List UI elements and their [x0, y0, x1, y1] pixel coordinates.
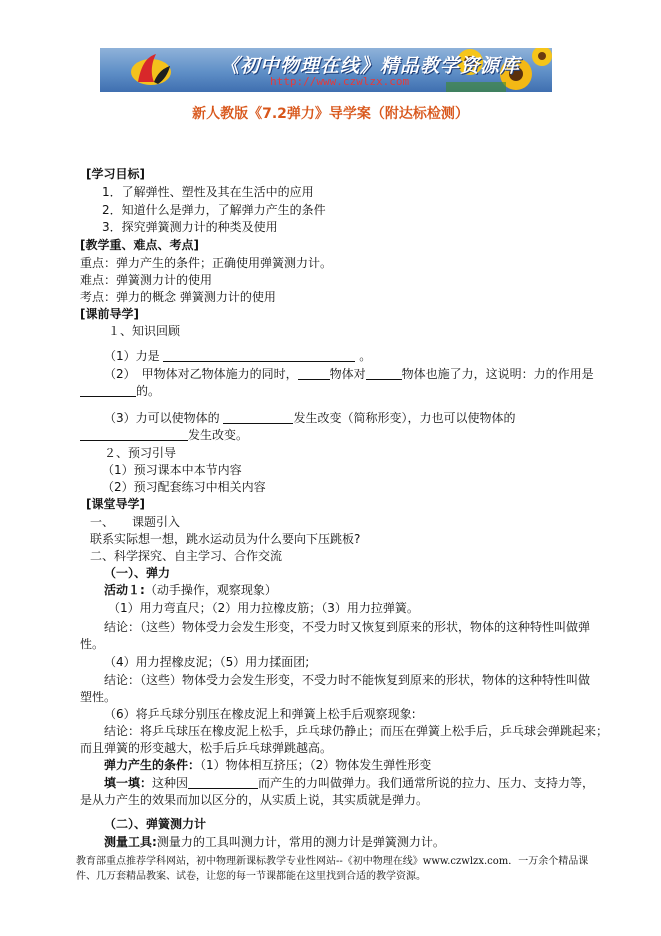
pre-class-heading: [课前导学] — [80, 307, 139, 321]
banner-url[interactable]: http://www.czwlzx.com — [270, 75, 410, 88]
blank[interactable] — [223, 411, 293, 424]
page-title: 新人教版《7.2弹力》导学案（附达标检测） — [192, 106, 469, 122]
intro-question: 联系实际想一想，跳水运动员为什么要向下压跳板? — [90, 532, 361, 546]
blank[interactable] — [298, 367, 330, 380]
part-2-heading: （二）、弹簧测力计 — [104, 817, 207, 831]
question-2-cont: 的。 — [80, 383, 160, 399]
goals-heading: [学习目标] — [86, 167, 145, 181]
goal-1: 1．了解弹性、塑性及其在生活中的应用 — [102, 185, 314, 199]
question-3: （3）力可以使物体的 发生改变（简称形变），力也可以使物体的 — [104, 411, 516, 425]
key-point: 重点：弹力产生的条件；正确使用弹簧测力计。 — [80, 256, 333, 270]
conclusion-1: 结论：（这些）物体受力会发生形变，不受力时又恢复到原来的形状，物体的这种特性叫做弹 — [104, 620, 591, 634]
activity-3: （6）将乒乓球分别压在橡皮泥上和弹簧上松手后观察现象: — [104, 707, 416, 721]
conclusion-2: 结论：（这些）物体受力会发生形变，不受力时不能恢复到原来的形状，物体的这种特性叫做 — [104, 673, 591, 687]
difficult-point: 难点：弹簧测力计的使用 — [80, 273, 213, 287]
activity-1: 活动１:（动手操作，观察现象） — [104, 583, 277, 597]
footer-line-1: 教育部重点推荐学科网站，初中物理新课标教学专业性网站--《初中物理在线》www.czwlzx.com．一万余个精品课 — [76, 856, 589, 867]
conclusion-3-cont: 而且弹簧的形变越大，松手后乒乓球弹跳越高。 — [80, 741, 333, 755]
question-3-cont: 发生改变。 — [80, 427, 248, 443]
goal-2: 2．知道什么是弹力，了解弹力产生的条件 — [102, 203, 326, 217]
banner-title: 《初中物理在线》精品教学资源库 — [220, 55, 521, 77]
fill-in-cont: 是从力产生的效果而加以区分的，从实质上说，其实质就是弹力。 — [80, 793, 429, 807]
conclusion-3: 结论：将乒乓球压在橡皮泥上松手，乒乓球仍静止；而压在弹簧上松手后，乒乓球会弹跳起来； — [104, 724, 609, 738]
conclusion-2-cont: 塑性。 — [80, 690, 117, 704]
preview-2: （2）预习配套练习中相关内容 — [102, 480, 266, 494]
goal-3: 3．探究弹簧测力计的种类及使用 — [102, 220, 278, 234]
header-banner — [100, 48, 552, 92]
in-class-heading: [课堂导学] — [86, 497, 145, 511]
part-1-heading: （一）、弹力 — [104, 566, 171, 580]
activity-1-items: （1）用力弯直尺；（2）用力拉橡皮筋；（3）用力拉弹簧。 — [108, 601, 419, 615]
question-1: （1）力是 。 — [104, 349, 372, 363]
blank[interactable] — [163, 349, 355, 362]
explore-heading: 二、科学探究、自主学习、合作交流 — [90, 549, 283, 563]
preview-1: （1）预习课本中本节内容 — [102, 463, 242, 477]
footer-line-2: 件、几万套精品教案、试卷，让您的每一节课都能在这里找到合适的教学资源。 — [76, 871, 426, 882]
activity-2-items: （4）用力捏橡皮泥；（5）用力揉面团; — [104, 655, 310, 669]
conclusion-1-cont: 性。 — [80, 637, 105, 651]
key-points-heading: [教学重、难点、考点] — [80, 238, 199, 252]
blank[interactable] — [188, 776, 258, 789]
fill-in: 填一填：这种因 而产生的力叫做弹力。我们通常所说的拉力、压力、支持力等， — [104, 776, 595, 790]
measuring-tool: 测量工具:测量力的工具叫测力计，常用的测力计是弹簧测力计。 — [104, 835, 445, 849]
blank[interactable] — [80, 428, 188, 441]
question-2: （2） 甲物体对乙物体施力的同时， 物体对 物体也施了力，这说明：力的作用是 — [104, 367, 594, 381]
exam-point: 考点：弹力的概念 弹簧测力计的使用 — [80, 290, 276, 304]
preview-guide: ２、预习引导 — [104, 446, 177, 460]
elastic-force-condition: 弹力产生的条件：（1）物体相互挤压；（2）物体发生弹性形变 — [104, 758, 432, 772]
knowledge-review: １、知识回顾 — [108, 324, 181, 338]
topic-intro: 一、 课题引入 — [90, 515, 181, 529]
blank[interactable] — [80, 384, 136, 397]
logo-icon — [128, 52, 174, 88]
blank[interactable] — [366, 367, 402, 380]
